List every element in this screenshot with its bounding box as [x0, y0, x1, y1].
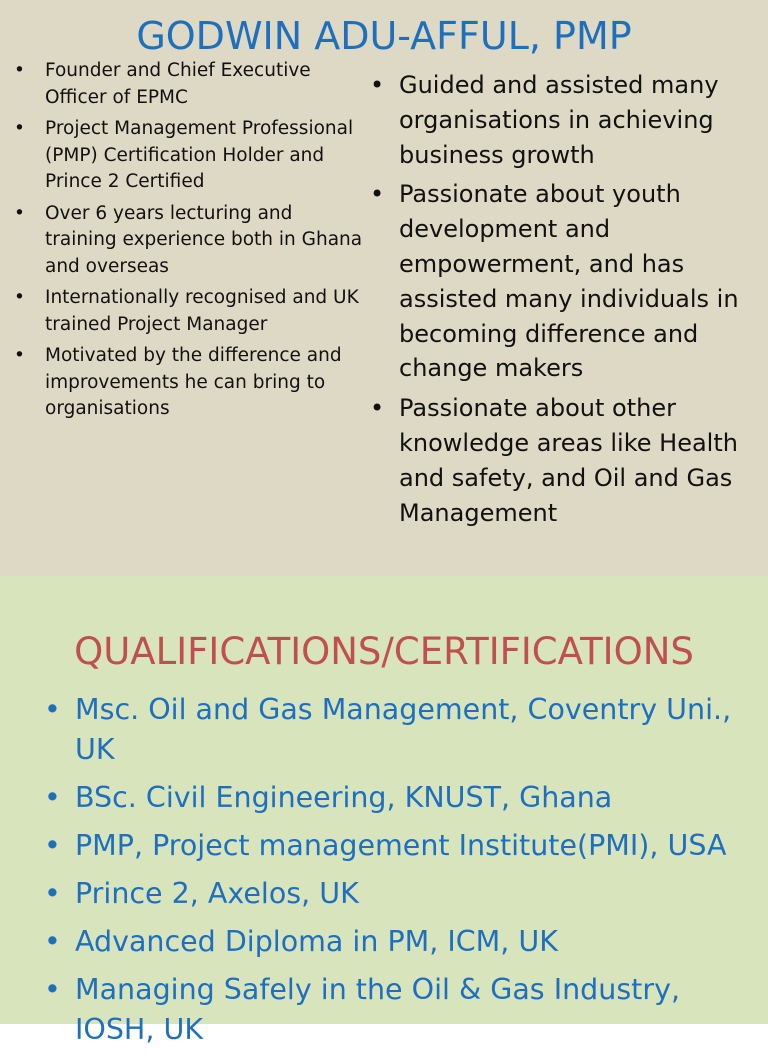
profile-title: GODWIN ADU-AFFUL, PMP [136, 14, 632, 58]
list-item [14, 285, 364, 338]
bullet-icon: • [14, 202, 25, 224]
bullet-icon: • [14, 60, 25, 81]
qualifications-slide [0, 576, 768, 1046]
list-item-text: Over 6 years lecturing and training experience both in Ghana and overseas [45, 202, 363, 277]
qualifications-list [44, 690, 744, 1058]
list-item [44, 922, 744, 962]
bullet-icon: • [44, 693, 61, 726]
list-item [44, 778, 744, 818]
list-item-text: Passionate about other knowledge areas like Health and safety, and Oil and Gas Management [399, 394, 738, 527]
profile-list-right [370, 68, 760, 535]
list-item [44, 874, 744, 914]
list-item [14, 58, 364, 111]
list-item-text: Founder and Chief Executive Officer of EPMC [45, 60, 311, 108]
list-item [14, 116, 364, 196]
list-item-text: Guided and assisted many organisations in achieving business growth [399, 71, 719, 169]
list-item-text: Msc. Oil and Gas Management, Coventry Uni., UK [75, 693, 732, 766]
list-item-text: BSc. Civil Engineering, KNUST, Ghana [75, 781, 613, 814]
bullet-icon: • [44, 829, 61, 862]
list-item-text: Motivated by the difference and improvements he can bring to organisations [45, 345, 342, 419]
list-item-text: Prince 2, Axelos, UK [75, 877, 359, 910]
bullet-icon: • [44, 925, 61, 958]
list-item [14, 201, 364, 281]
list-item-text: Passionate about youth development and empowerment, and has assisted many individuals in becoming difference and change makers [399, 180, 739, 383]
list-item-text: Advanced Diploma in PM, ICM, UK [75, 925, 558, 958]
list-item [370, 68, 760, 172]
list-item [44, 826, 744, 866]
bullet-icon: • [14, 345, 25, 366]
qualifications-title: QUALIFICATIONS/CERTIFICATIONS [74, 630, 694, 673]
list-item-text: Managing Safely in the Oil & Gas Industry, IOSH, UK [75, 973, 680, 1046]
bullet-icon: • [370, 71, 385, 99]
list-item [44, 690, 744, 770]
list-item [370, 177, 760, 386]
list-item [44, 970, 744, 1050]
bullet-icon: • [44, 781, 61, 814]
profile-list-left [14, 58, 364, 428]
bullet-icon: • [44, 973, 61, 1006]
list-item-text: PMP, Project management Institute(PMI), USA [75, 829, 727, 862]
list-item [370, 391, 760, 530]
bullet-icon: • [14, 118, 25, 139]
list-item-text: Project Management Professional (PMP) Certification Holder and Prince 2 Certified [45, 118, 354, 192]
list-item [14, 343, 364, 423]
bullet-icon: • [370, 180, 385, 209]
list-item-text: Internationally recognised and UK trained Project Manager [45, 287, 359, 335]
bullet-icon: • [44, 877, 61, 910]
bullet-icon: • [370, 394, 385, 423]
bullet-icon: • [14, 287, 25, 308]
